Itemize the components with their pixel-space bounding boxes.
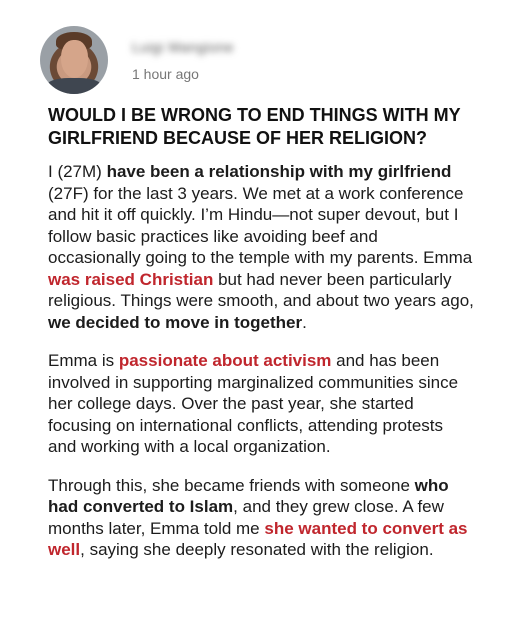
highlight-text: was raised Christian	[48, 269, 214, 289]
body-text: I (27M)	[48, 162, 107, 181]
author-header	[40, 26, 234, 94]
author-meta	[132, 38, 234, 82]
body-text: Through this, she became friends with someone	[48, 475, 415, 495]
avatar[interactable]	[40, 26, 108, 94]
author-name[interactable]: Luigi Mangione	[132, 39, 234, 55]
body-text: Emma is	[48, 351, 119, 370]
body-text: (27F) for the last 3 years. We met at a work conference and hit it off quickly. I’m Hindu—not super devout, but I follow basic practices like avoiding beef and occasionally going to the temple with my parents. Emma	[48, 183, 473, 267]
post-paragraph	[48, 475, 474, 561]
post-paragraph	[48, 350, 474, 458]
avatar-face	[61, 40, 88, 78]
bold-text: have been a relationship with my girlfriend	[106, 162, 452, 181]
avatar-shirt	[46, 78, 102, 94]
body-text: but had never been particularly religious. Things were smooth, and about two years ago,	[48, 269, 474, 310]
body-text: , and they grew close. A few months later, Emma told me	[48, 497, 444, 538]
body-text: .	[302, 312, 307, 332]
bold-text: who had converted to Islam	[48, 475, 449, 516]
body-text: , saying she deeply resonated with the religion.	[80, 540, 434, 559]
body-text: and has been involved in supporting marginalized communities since her college days. Over the past year, she started focusing on international conflicts, attending protests and working with a local organization.	[48, 351, 459, 456]
highlight-text: she wanted to convert as well	[48, 518, 468, 559]
post-title: WOULD I BE WRONG TO END THINGS WITH MY GIRLFRIEND BECAUSE OF HER RELIGION?	[48, 105, 461, 148]
post-timestamp: 1 hour ago	[132, 66, 199, 82]
bold-text: we decided to move in together	[48, 312, 303, 332]
highlight-text: passionate about activism	[118, 351, 332, 370]
post-body	[48, 104, 474, 561]
post-paragraph	[48, 161, 474, 333]
